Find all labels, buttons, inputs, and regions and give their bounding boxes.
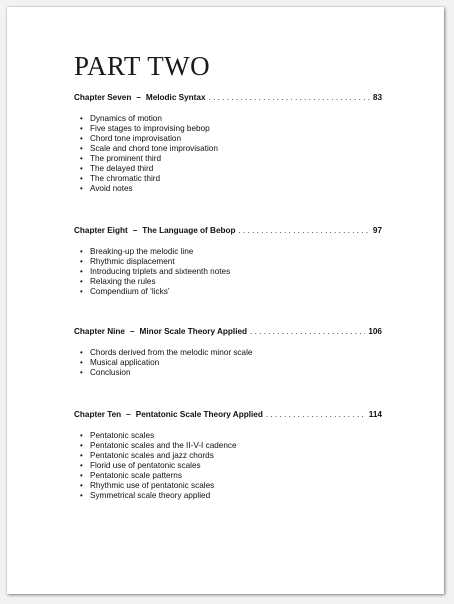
list-item xyxy=(80,368,382,378)
chapter-entry xyxy=(74,92,382,194)
dot-leader xyxy=(239,225,370,236)
topic-text: Conclusion xyxy=(90,368,131,377)
bullet-icon: • xyxy=(80,247,83,256)
list-item xyxy=(80,164,382,174)
topic-list xyxy=(74,247,382,297)
topic-text: Pentatonic scales and jazz chords xyxy=(90,451,214,460)
chapter-number: Chapter Nine xyxy=(74,327,125,336)
list-item xyxy=(80,184,382,194)
topic-list xyxy=(74,431,382,501)
list-item xyxy=(80,267,382,277)
chapter-title: Pentatonic Scale Theory Applied xyxy=(135,410,263,419)
bullet-icon: • xyxy=(80,134,83,143)
chapter-title: Minor Scale Theory Applied xyxy=(139,327,248,336)
bullet-icon: • xyxy=(80,461,83,470)
topic-text: Chords derived from the melodic minor scale xyxy=(90,348,253,357)
topic-text: Musical application xyxy=(90,358,160,367)
topic-text: Scale and chord tone improvisation xyxy=(90,144,218,153)
list-item xyxy=(80,481,382,491)
topic-text: Breaking-up the melodic line xyxy=(90,247,194,256)
topic-text: Avoid notes xyxy=(90,184,133,193)
bullet-icon: • xyxy=(80,287,83,296)
list-item xyxy=(80,154,382,164)
bullet-icon: • xyxy=(80,348,83,357)
bullet-icon: • xyxy=(80,481,83,490)
list-item xyxy=(80,348,382,358)
topic-text: The delayed third xyxy=(90,164,154,173)
topic-text: The chromatic third xyxy=(90,174,161,183)
list-item xyxy=(80,277,382,287)
bullet-icon: • xyxy=(80,114,83,123)
chapter-heading xyxy=(74,326,382,337)
bullet-icon: • xyxy=(80,471,83,480)
topic-list xyxy=(74,348,382,378)
chapter-number: Chapter Ten xyxy=(74,410,122,419)
chapter-heading xyxy=(74,92,382,103)
list-item xyxy=(80,471,382,481)
chapter-page-number: 83 xyxy=(372,93,382,102)
topic-text: Florid use of pentatonic scales xyxy=(90,461,201,470)
topic-text: Rhythmic displacement xyxy=(90,257,175,266)
topic-text: Rhythmic use of pentatonic scales xyxy=(90,481,215,490)
chapter-entry xyxy=(74,409,382,501)
chapter-separator: – xyxy=(126,410,131,419)
bullet-icon: • xyxy=(80,277,83,286)
chapter-separator: – xyxy=(136,93,141,102)
list-item xyxy=(80,461,382,471)
bullet-icon: • xyxy=(80,451,83,460)
topic-text: Five stages to improvising bebop xyxy=(90,124,210,133)
bullet-icon: • xyxy=(80,368,83,377)
chapter-separator: – xyxy=(132,226,138,235)
topic-text: Chord tone improvisation xyxy=(90,134,182,143)
bullet-icon: • xyxy=(80,164,83,173)
bullet-icon: • xyxy=(80,267,83,276)
bullet-icon: • xyxy=(80,431,83,440)
chapter-number: Chapter Eight xyxy=(74,226,128,235)
dot-leader xyxy=(250,326,365,337)
list-item xyxy=(80,114,382,124)
topic-text: Relaxing the rules xyxy=(90,277,156,286)
list-item xyxy=(80,358,382,368)
chapter-heading xyxy=(74,225,382,236)
list-item xyxy=(80,144,382,154)
chapter-page-number: 106 xyxy=(368,327,382,336)
topic-text: Pentatonic scale patterns xyxy=(90,471,182,480)
list-item xyxy=(80,431,382,441)
topic-text: Pentatonic scales and the II-V-I cadence xyxy=(90,441,237,450)
bullet-icon: • xyxy=(80,174,83,183)
chapter-page-number: 114 xyxy=(368,410,382,419)
bullet-icon: • xyxy=(80,358,83,367)
chapter-title: The Language of Bebop xyxy=(142,226,236,235)
part-title: PART TWO xyxy=(74,51,211,81)
chapter-title: Melodic Syntax xyxy=(145,93,206,102)
document-page xyxy=(7,7,444,594)
chapter-page-number: 97 xyxy=(372,226,382,235)
chapter-entry xyxy=(74,225,382,297)
dot-leader xyxy=(266,409,366,420)
topic-list xyxy=(74,114,382,194)
chapter-number: Chapter Seven xyxy=(74,93,132,102)
bullet-icon: • xyxy=(80,491,83,500)
list-item xyxy=(80,247,382,257)
topic-text: Compendium of ‘licks’ xyxy=(90,287,170,296)
list-item xyxy=(80,287,382,297)
list-item xyxy=(80,257,382,267)
bullet-icon: • xyxy=(80,184,83,193)
topic-text: Pentatonic scales xyxy=(90,431,155,440)
bullet-icon: • xyxy=(80,257,83,266)
chapter-heading xyxy=(74,409,382,420)
bullet-icon: • xyxy=(80,144,83,153)
dot-leader xyxy=(209,92,370,103)
topic-text: Dynamics of motion xyxy=(90,114,162,123)
bullet-icon: • xyxy=(80,124,83,133)
bullet-icon: • xyxy=(80,154,83,163)
topic-text: The prominent third xyxy=(90,154,161,163)
bullet-icon: • xyxy=(80,441,83,450)
list-item xyxy=(80,451,382,461)
topic-text: Introducing triplets and sixteenth notes xyxy=(90,267,231,276)
chapter-separator: – xyxy=(129,327,135,336)
list-item xyxy=(80,491,382,501)
chapter-entry xyxy=(74,326,382,378)
list-item xyxy=(80,441,382,451)
list-item xyxy=(80,134,382,144)
list-item xyxy=(80,124,382,134)
topic-text: Symmetrical scale theory applied xyxy=(90,491,211,500)
list-item xyxy=(80,174,382,184)
